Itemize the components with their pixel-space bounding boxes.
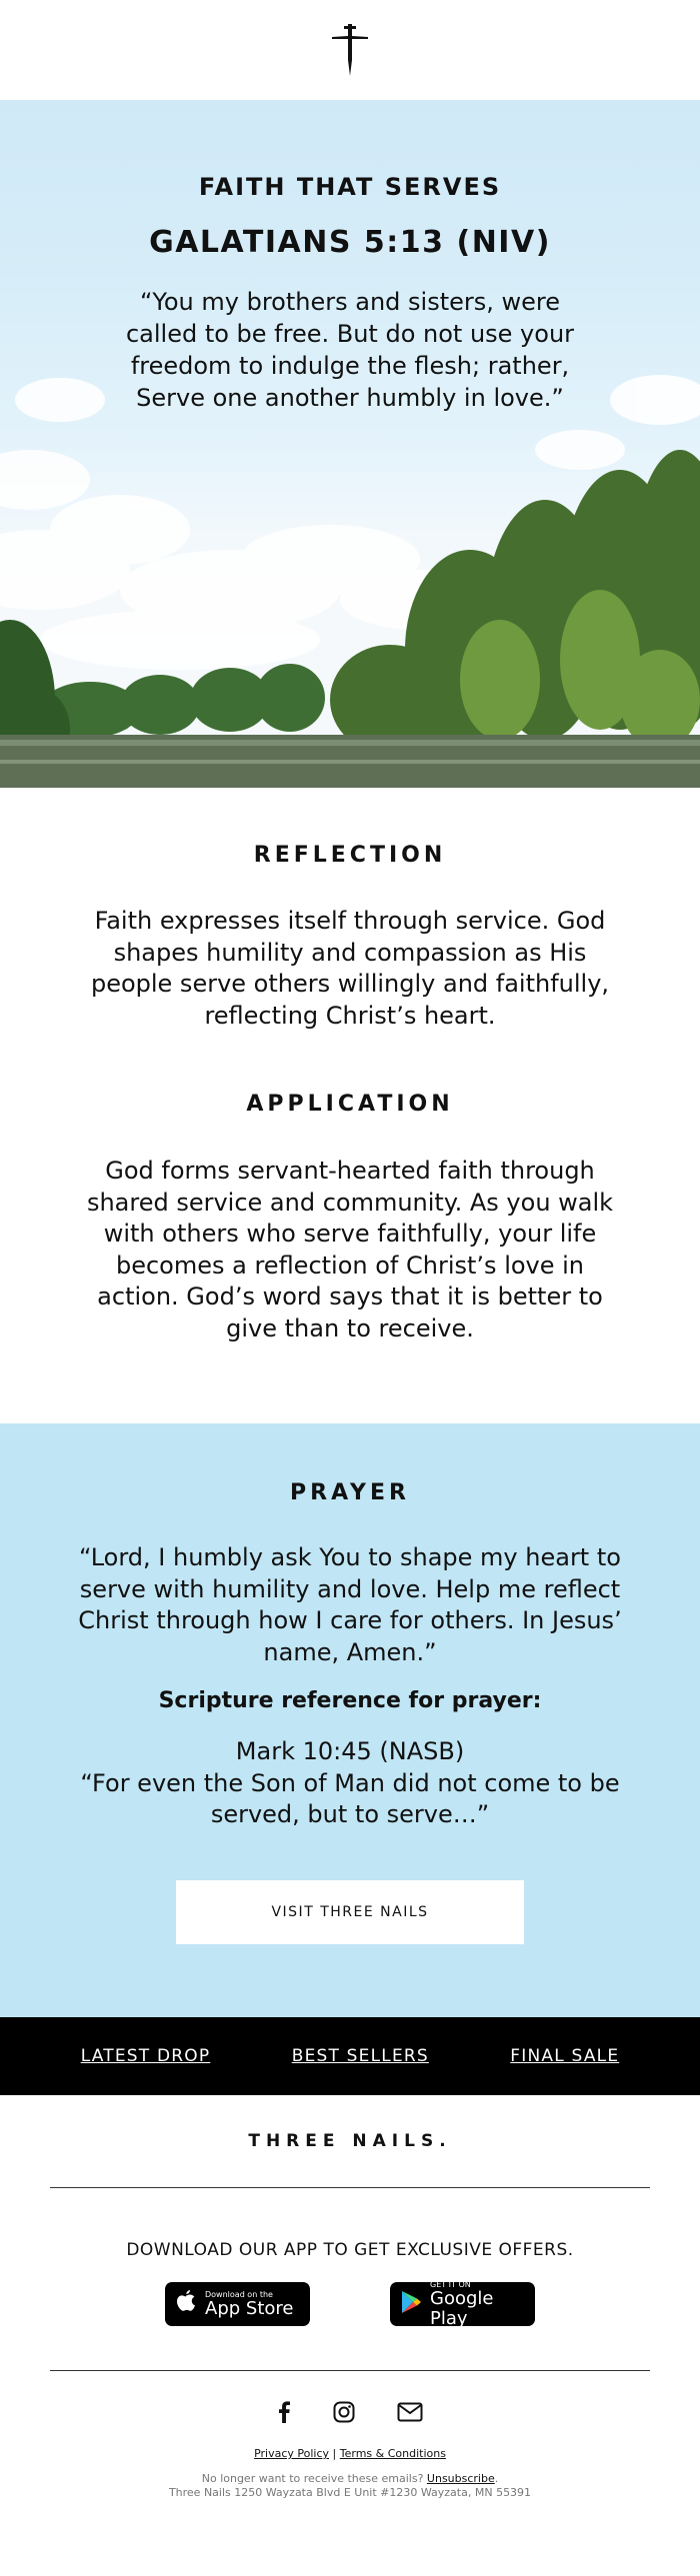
prayer-heading: PRAYER: [290, 1480, 410, 1505]
google-play-big-text: Google Play: [430, 2287, 494, 2329]
hero-banner: [0, 100, 700, 788]
app-store-badge[interactable]: [165, 2282, 310, 2326]
unsubscribe-prompt: No longer want to receive these emails?: [201, 2472, 424, 2485]
brand-wordmark[interactable]: THREE NAILS.: [248, 2131, 452, 2151]
google-play-icon: [400, 2290, 422, 2318]
reflection-section: [0, 788, 700, 1344]
prayer-text: “Lord, I humbly ask You to shape my heart to serve with humility and love. Help me reflect Christ through how I care for others. In Jesus’ name, Amen.”: [78, 1543, 622, 1666]
unsubscribe-block: [0, 2472, 700, 2500]
hero-kicker: FAITH THAT SERVES: [198, 173, 502, 201]
email-icon[interactable]: [397, 2402, 423, 2422]
application-heading: APPLICATION: [246, 1092, 454, 1117]
app-store-small-text: Download on the: [205, 2289, 273, 2299]
google-play-badge[interactable]: [390, 2279, 535, 2329]
verse-reference-title: GALATIANS 5:13 (NIV): [149, 225, 551, 260]
reflection-heading: REFLECTION: [253, 843, 447, 868]
application-text: God forms servant-hearted faith through shared service and community. As you walk with others who serve faithfully, your life becomes a reflection of Christ’s love in action. God’s word says that it is better to give than to receive.: [86, 1157, 614, 1342]
nav-latest-drop-link[interactable]: LATEST DROP: [80, 2046, 211, 2066]
divider: [50, 2187, 650, 2188]
terms-link[interactable]: Terms & Conditions: [339, 2447, 446, 2460]
app-store-big-text: App Store: [205, 2297, 294, 2319]
scripture-citation: Mark 10:45 (NASB): [235, 1737, 465, 1765]
divider: [50, 2370, 650, 2371]
email-header: [0, 0, 700, 100]
privacy-policy-link[interactable]: Privacy Policy: [254, 2447, 330, 2460]
visit-three-nails-button[interactable]: VISIT THREE NAILS: [176, 1880, 524, 1944]
nav-final-sale-link[interactable]: FINAL SALE: [510, 2046, 620, 2066]
scripture-quote: “For even the Son of Man did not come to be served, but to serve…”: [80, 1768, 620, 1828]
facebook-icon[interactable]: [277, 2401, 291, 2423]
legal-separator: |: [332, 2447, 337, 2460]
store-badges: [0, 2279, 700, 2329]
company-address: Three Nails 1250 Wayzata Blvd E Unit #1230 Wayzata, MN 55391: [168, 2486, 532, 2499]
nav-best-sellers-link[interactable]: BEST SELLERS: [291, 2046, 429, 2066]
prayer-section: [0, 1423, 700, 2017]
unsubscribe-link[interactable]: Unsubscribe: [426, 2472, 495, 2485]
instagram-icon[interactable]: [333, 2401, 355, 2423]
google-play-small-text: GET IT ON: [430, 2279, 471, 2289]
scripture-reference-label: Scripture reference for prayer:: [158, 1688, 542, 1713]
apple-icon: [175, 2289, 197, 2319]
app-cta-text: DOWNLOAD OUR APP TO GET EXCLUSIVE OFFERS.: [126, 2240, 574, 2260]
legal-links: [0, 2447, 700, 2460]
social-links: [0, 2399, 700, 2425]
reflection-text: Faith expresses itself through service. God shapes humility and compassion as His people serve others willingly and faithfully, reflecting Christ’s heart.: [90, 907, 610, 1030]
footer: [0, 2095, 700, 2500]
verse-quote: “You my brothers and sisters, were called to be free. But do not use your freedom to indulge the flesh; rather, Serve one another humbly in love.”: [125, 288, 575, 412]
nail-cross-icon[interactable]: [330, 22, 370, 78]
footer-nav: [0, 2017, 700, 2095]
unsubscribe-period: .: [494, 2472, 499, 2485]
scripture-reference: [60, 1736, 640, 1831]
